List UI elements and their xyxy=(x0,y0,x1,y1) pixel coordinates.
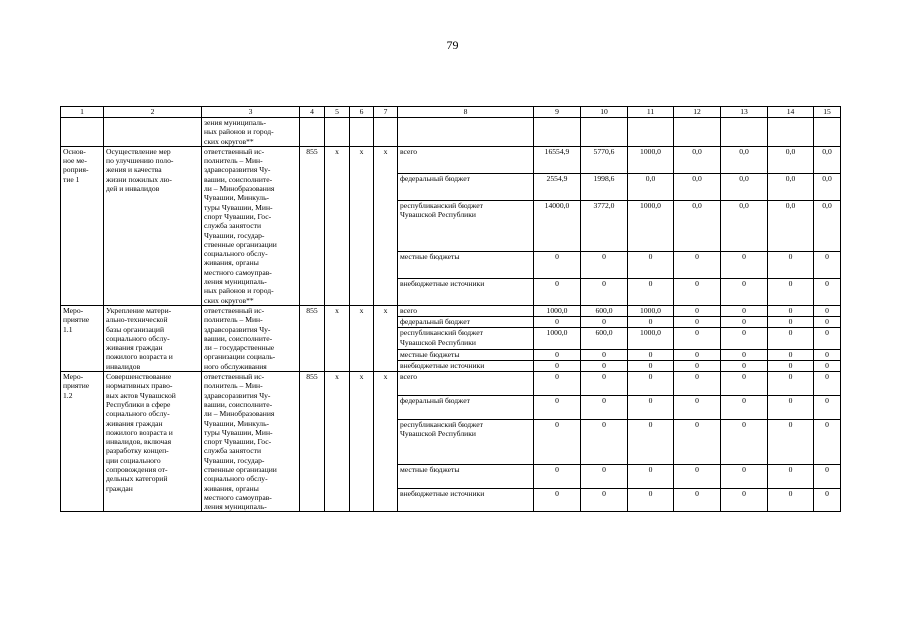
expense-group-cell: х xyxy=(374,372,398,512)
header-cell: 12 xyxy=(674,107,721,118)
amount-cell: 0 xyxy=(534,278,581,305)
empty-cell xyxy=(374,118,398,147)
header-cell: 11 xyxy=(628,107,674,118)
funding-source-cell: федеральный бюджет xyxy=(398,395,534,419)
header-cell: 6 xyxy=(350,107,374,118)
amount-cell: 0 xyxy=(674,305,721,316)
amount-cell: 0 xyxy=(628,252,674,279)
amount-cell: 0 xyxy=(768,349,814,360)
funding-source-cell: местные бюджеты xyxy=(398,349,534,360)
amount-cell: 600,0 xyxy=(581,305,628,316)
amount-cell: 0,0 xyxy=(674,173,721,200)
header-cell: 10 xyxy=(581,107,628,118)
funding-source-cell: республиканский бюджет Чувашской Республики xyxy=(398,328,534,349)
amount-cell: 0 xyxy=(674,488,721,512)
empty-cell xyxy=(325,118,350,147)
table-row xyxy=(61,146,841,173)
amount-cell: 5770,6 xyxy=(581,146,628,173)
grbs-code-cell: 855 xyxy=(300,146,325,305)
amount-cell: 0 xyxy=(768,488,814,512)
amount-cell: 0 xyxy=(721,488,768,512)
amount-cell: 0,0 xyxy=(721,173,768,200)
event-code-cell: Основ- ное ме- роприя- тие 1 xyxy=(61,146,104,305)
amount-cell: 1000,0 xyxy=(628,328,674,349)
amount-cell: 0 xyxy=(721,328,768,349)
amount-cell: 0 xyxy=(814,360,841,371)
section-code-cell: х xyxy=(325,372,350,512)
continuation-row xyxy=(61,118,841,147)
amount-cell: 14000,0 xyxy=(534,200,581,251)
amount-cell: 0 xyxy=(814,419,841,464)
amount-cell: 0 xyxy=(674,328,721,349)
funding-source-cell: внебюджетные источники xyxy=(398,278,534,305)
funding-source-cell: федеральный бюджет xyxy=(398,317,534,328)
empty-cell xyxy=(350,118,374,147)
funding-source-cell: внебюджетные источники xyxy=(398,360,534,371)
amount-cell: 1000,0 xyxy=(534,328,581,349)
amount-cell: 0 xyxy=(721,349,768,360)
amount-cell: 0 xyxy=(721,419,768,464)
header-cell: 1 xyxy=(61,107,104,118)
amount-cell: 0,0 xyxy=(768,200,814,251)
amount-cell: 0 xyxy=(628,488,674,512)
empty-cell xyxy=(300,118,325,147)
amount-cell: 16554,9 xyxy=(534,146,581,173)
amount-cell: 0 xyxy=(814,349,841,360)
amount-cell: 0 xyxy=(534,464,581,488)
amount-cell: 0 xyxy=(814,252,841,279)
executors-cell: зения муниципаль- ных районов и город- ских округов** xyxy=(202,118,300,147)
amount-cell: 0,0 xyxy=(814,173,841,200)
amount-cell: 0 xyxy=(628,317,674,328)
amount-cell: 0 xyxy=(721,360,768,371)
header-cell: 8 xyxy=(398,107,534,118)
grbs-code-cell: 855 xyxy=(300,372,325,512)
expense-group-cell: х xyxy=(374,146,398,305)
section-code-cell: х xyxy=(325,146,350,305)
funding-source-cell: республиканский бюджет Чувашской Республики xyxy=(398,419,534,464)
amount-cell: 0 xyxy=(814,464,841,488)
event-code-cell: Меро- приятие 1.1 xyxy=(61,305,104,371)
amount-cell: 0 xyxy=(674,419,721,464)
amount-cell: 0 xyxy=(581,464,628,488)
table-row xyxy=(61,372,841,396)
funding-source-cell: местные бюджеты xyxy=(398,464,534,488)
empty-cell xyxy=(61,118,104,147)
amount-cell: 0 xyxy=(581,360,628,371)
empty-cell xyxy=(721,118,768,147)
amount-cell: 0 xyxy=(674,317,721,328)
amount-cell: 0 xyxy=(534,317,581,328)
amount-cell: 0 xyxy=(674,464,721,488)
page-number: 79 xyxy=(446,38,459,52)
expense-group-cell: х xyxy=(374,305,398,371)
amount-cell: 0 xyxy=(674,395,721,419)
amount-cell: 0 xyxy=(721,278,768,305)
event-name-cell: Осуществление мер по улучшению поло- жения и качества жизни пожилых лю- дей и инвалидов xyxy=(104,146,202,305)
amount-cell: 2554,9 xyxy=(534,173,581,200)
target-article-cell: х xyxy=(350,305,374,371)
amount-cell: 0 xyxy=(628,360,674,371)
amount-cell: 0 xyxy=(581,372,628,396)
amount-cell: 0 xyxy=(814,278,841,305)
amount-cell: 0 xyxy=(628,349,674,360)
amount-cell: 1000,0 xyxy=(628,305,674,316)
header-cell: 3 xyxy=(202,107,300,118)
amount-cell: 0,0 xyxy=(721,200,768,251)
amount-cell: 0 xyxy=(581,317,628,328)
amount-cell: 0 xyxy=(581,278,628,305)
amount-cell: 0 xyxy=(721,317,768,328)
amount-cell: 0 xyxy=(534,372,581,396)
amount-cell: 0 xyxy=(768,372,814,396)
amount-cell: 0 xyxy=(768,278,814,305)
amount-cell: 0 xyxy=(814,488,841,512)
executors-cell: ответственный ис- полнитель – Мин- здравсоразвития Чу- вашии, соисполните- ли – государственные организации социаль- ного обслуживания xyxy=(202,305,300,371)
event-name-cell: Укрепление матери- ально-технической базы организаций социального обслу- живания граждан пожилого возраста и инвалидов xyxy=(104,305,202,371)
amount-cell: 0 xyxy=(721,395,768,419)
amount-cell: 0,0 xyxy=(768,146,814,173)
amount-cell: 0 xyxy=(534,349,581,360)
amount-cell: 0 xyxy=(768,317,814,328)
amount-cell: 0 xyxy=(814,395,841,419)
amount-cell: 0 xyxy=(721,372,768,396)
amount-cell: 1000,0 xyxy=(534,305,581,316)
header-cell: 14 xyxy=(768,107,814,118)
empty-cell xyxy=(398,118,534,147)
amount-cell: 0 xyxy=(721,252,768,279)
amount-cell: 0 xyxy=(628,395,674,419)
amount-cell: 0 xyxy=(768,252,814,279)
empty-cell xyxy=(104,118,202,147)
amount-cell: 0 xyxy=(721,464,768,488)
amount-cell: 0 xyxy=(674,349,721,360)
amount-cell: 0 xyxy=(768,360,814,371)
amount-cell: 0 xyxy=(534,419,581,464)
amount-cell: 0 xyxy=(581,488,628,512)
table-body xyxy=(61,107,841,512)
table-row xyxy=(61,305,841,316)
header-cell: 13 xyxy=(721,107,768,118)
funding-source-cell: всего xyxy=(398,305,534,316)
header-row xyxy=(61,107,841,118)
executors-cell: ответственный ис- полнитель – Мин- здравсоразвития Чу- вашии, соисполните- ли – Минобразования Чувашии, Минкуль- туры Чувашии, Мин- спорт Чувашии, Гос- служба занятости Чувашии, государ- ственные организации социального обслу- живания, органы местного самоуправ- ления муниципаль- xyxy=(202,372,300,512)
section-code-cell: х xyxy=(325,305,350,371)
funding-source-cell: всего xyxy=(398,146,534,173)
amount-cell: 0 xyxy=(628,372,674,396)
amount-cell: 0 xyxy=(674,372,721,396)
empty-cell xyxy=(628,118,674,147)
amount-cell: 0,0 xyxy=(814,146,841,173)
event-code-cell: Меро- приятие 1.2 xyxy=(61,372,104,512)
amount-cell: 0 xyxy=(768,328,814,349)
amount-cell: 0 xyxy=(768,305,814,316)
amount-cell: 0 xyxy=(674,252,721,279)
amount-cell: 0 xyxy=(768,464,814,488)
amount-cell: 0 xyxy=(674,360,721,371)
target-article-cell: х xyxy=(350,372,374,512)
amount-cell: 600,0 xyxy=(581,328,628,349)
header-cell: 4 xyxy=(300,107,325,118)
amount-cell: 0 xyxy=(581,349,628,360)
amount-cell: 0,0 xyxy=(768,173,814,200)
amount-cell: 0 xyxy=(814,305,841,316)
empty-cell xyxy=(534,118,581,147)
amount-cell: 0 xyxy=(814,372,841,396)
header-cell: 15 xyxy=(814,107,841,118)
amount-cell: 0 xyxy=(534,252,581,279)
amount-cell: 0,0 xyxy=(674,200,721,251)
funding-source-cell: федеральный бюджет xyxy=(398,173,534,200)
amount-cell: 0 xyxy=(814,328,841,349)
amount-cell: 3772,0 xyxy=(581,200,628,251)
amount-cell: 0 xyxy=(581,395,628,419)
amount-cell: 0 xyxy=(581,252,628,279)
amount-cell: 0 xyxy=(814,317,841,328)
header-cell: 7 xyxy=(374,107,398,118)
empty-cell xyxy=(814,118,841,147)
grbs-code-cell: 855 xyxy=(300,305,325,371)
amount-cell: 0 xyxy=(721,305,768,316)
header-cell: 5 xyxy=(325,107,350,118)
amount-cell: 0 xyxy=(768,395,814,419)
empty-cell xyxy=(581,118,628,147)
amount-cell: 0,0 xyxy=(814,200,841,251)
amount-cell: 0 xyxy=(628,464,674,488)
amount-cell: 0 xyxy=(534,360,581,371)
target-article-cell: х xyxy=(350,146,374,305)
header-cell: 2 xyxy=(104,107,202,118)
budget-table xyxy=(60,106,841,512)
amount-cell: 0,0 xyxy=(674,146,721,173)
empty-cell xyxy=(768,118,814,147)
empty-cell xyxy=(674,118,721,147)
amount-cell: 0 xyxy=(534,488,581,512)
funding-source-cell: внебюджетные источники xyxy=(398,488,534,512)
amount-cell: 0 xyxy=(768,419,814,464)
executors-cell: ответственный ис- полнитель – Мин- здравсоразвития Чу- вашии, соисполните- ли – Минобразования Чувашии, Минкуль- туры Чувашии, Мин- спорт Чувашии, Гос- служба занятости Чувашии, государ- ственные организации социального обслу- живания, органы местного самоуправ- ления муниципаль- ных районов и город- ских округов** xyxy=(202,146,300,305)
amount-cell: 0 xyxy=(534,395,581,419)
amount-cell: 0,0 xyxy=(628,173,674,200)
amount-cell: 0 xyxy=(581,419,628,464)
amount-cell: 0,0 xyxy=(721,146,768,173)
amount-cell: 1998,6 xyxy=(581,173,628,200)
funding-source-cell: местные бюджеты xyxy=(398,252,534,279)
event-name-cell: Совершенствование нормативных право- вых актов Чувашской Республики в сфере социального обслу- живания граждан пожилого возраста и инвалидов, включая разработку концеп- ции социального сопровождения от- дельных категорий граждан xyxy=(104,372,202,512)
amount-cell: 0 xyxy=(674,278,721,305)
amount-cell: 0 xyxy=(628,419,674,464)
header-cell: 9 xyxy=(534,107,581,118)
amount-cell: 0 xyxy=(628,278,674,305)
amount-cell: 1000,0 xyxy=(628,200,674,251)
funding-source-cell: всего xyxy=(398,372,534,396)
amount-cell: 1000,0 xyxy=(628,146,674,173)
funding-source-cell: республиканский бюджет Чувашской Республики xyxy=(398,200,534,251)
